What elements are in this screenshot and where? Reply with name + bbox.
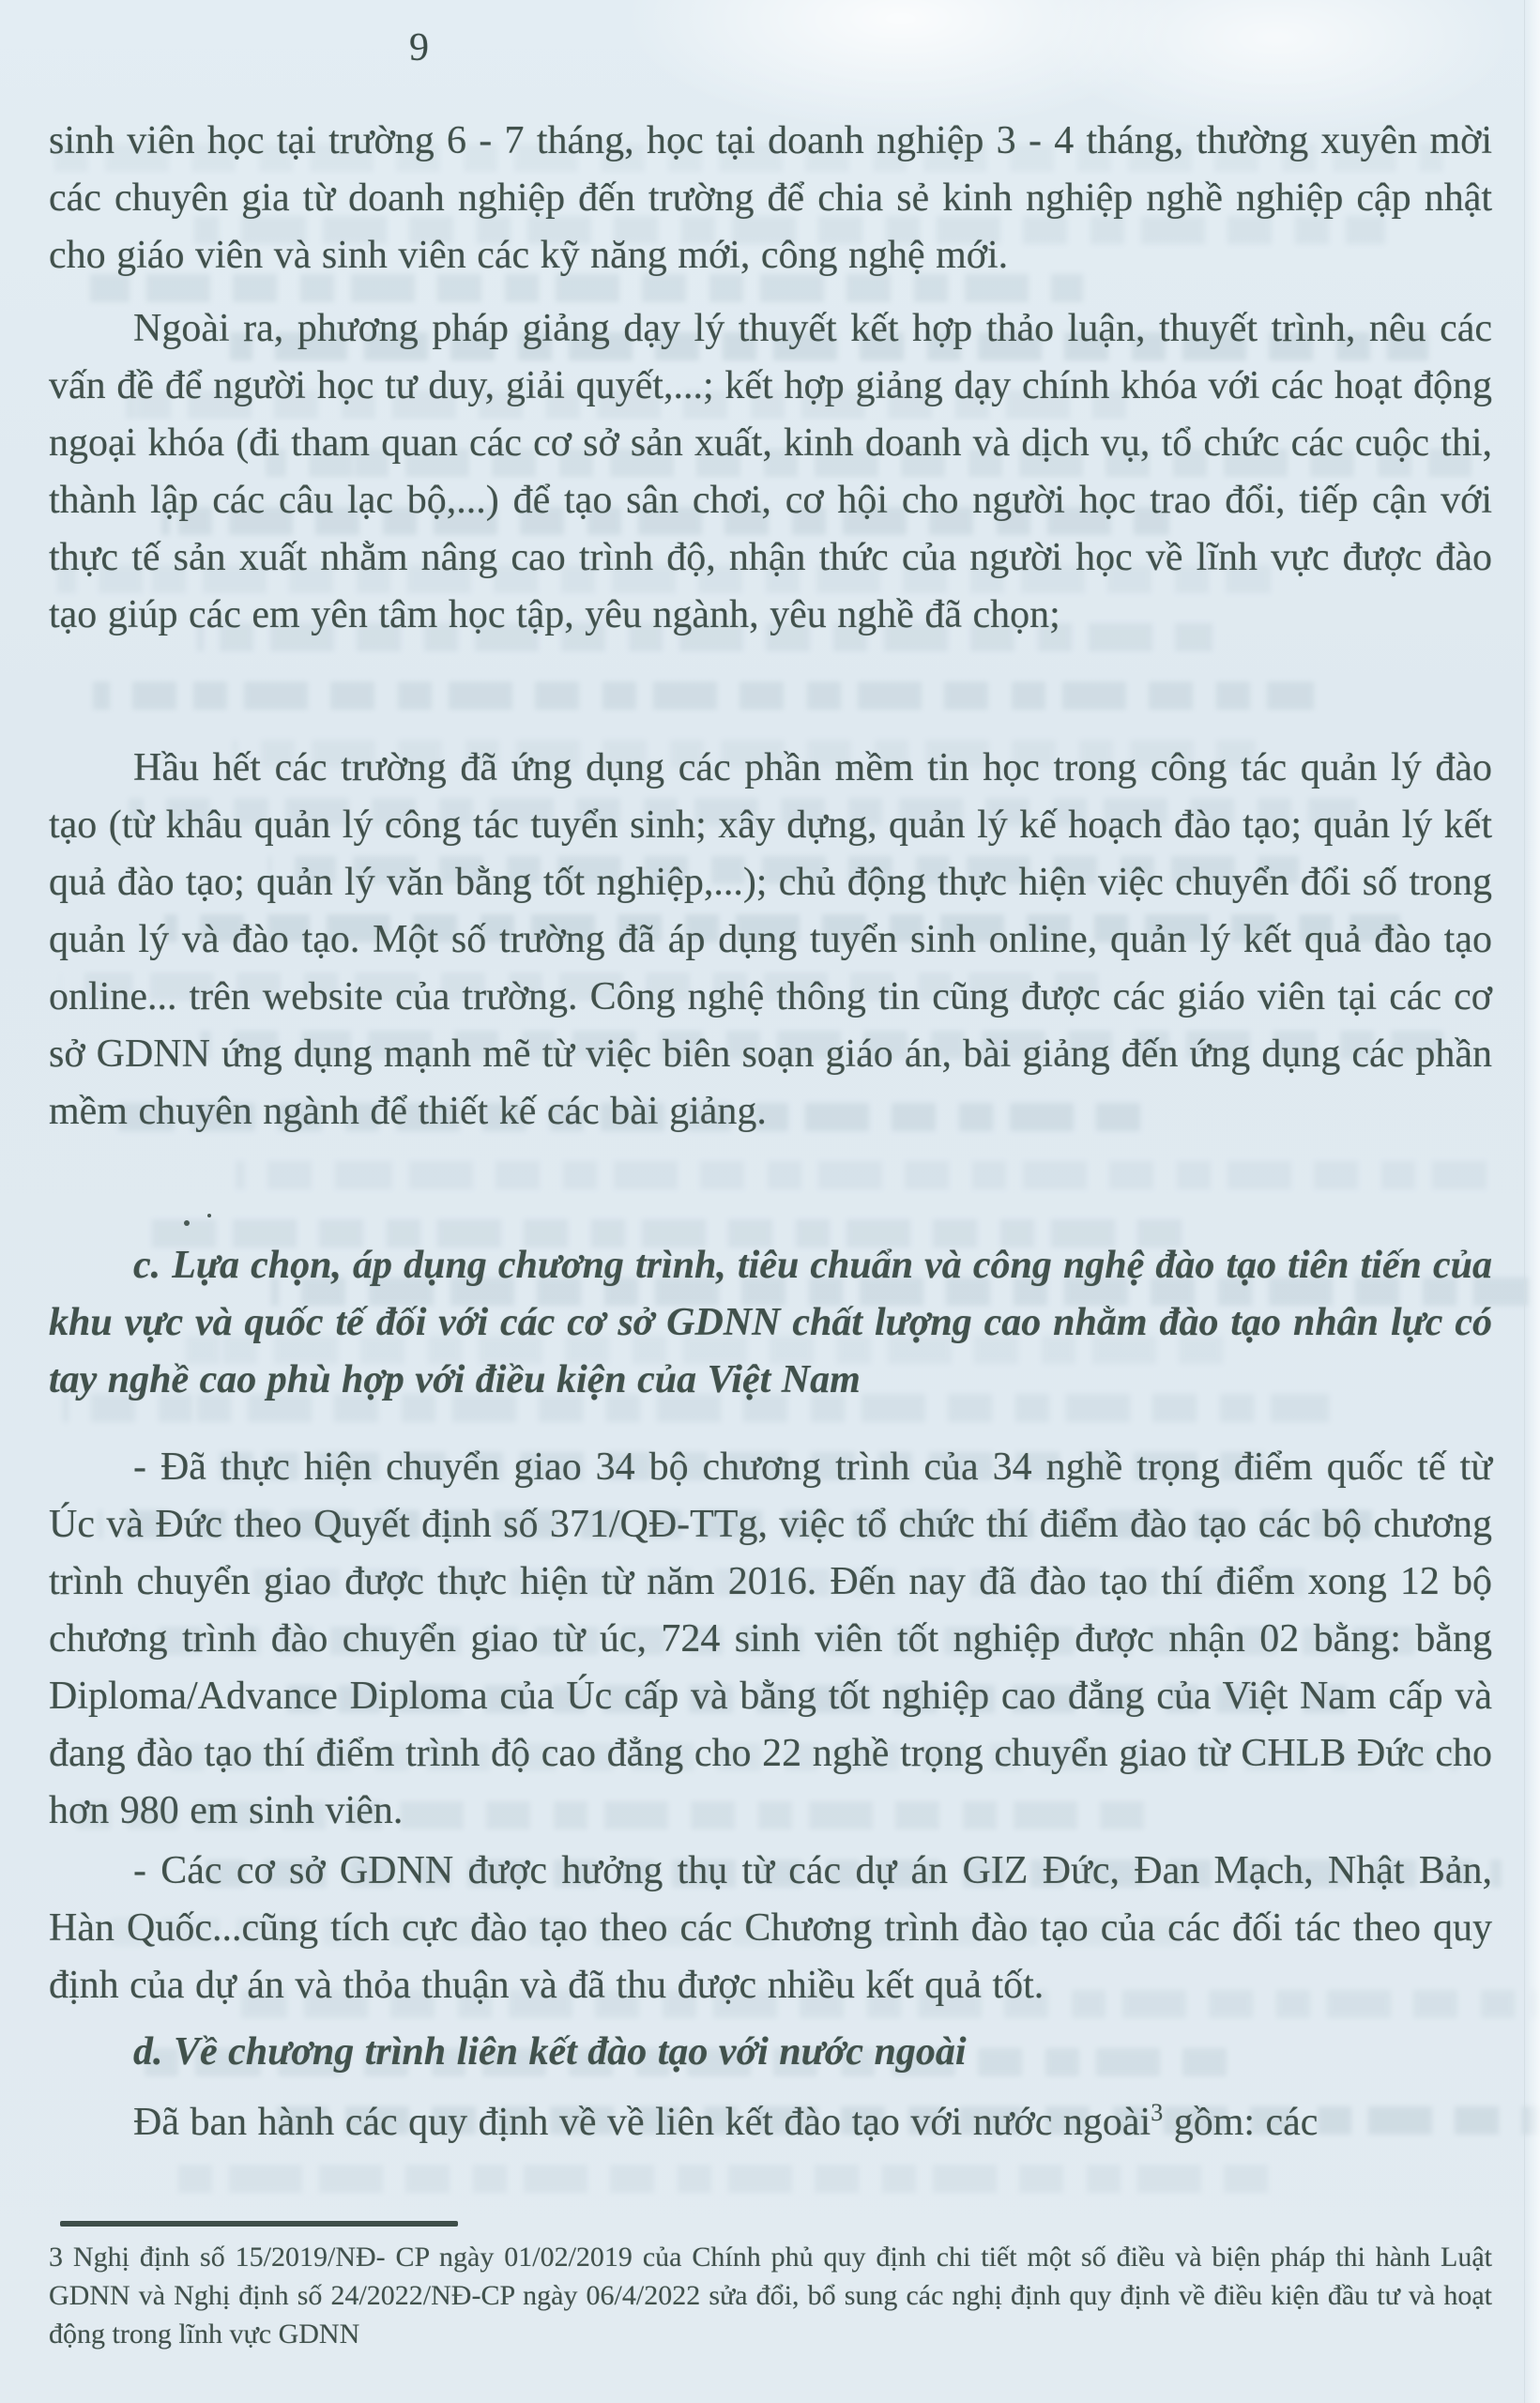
scan-speck	[184, 1220, 190, 1226]
paragraph-foreign-linkage-tail: gồm: các	[1163, 2101, 1319, 2144]
paragraph-foreign-linkage-text: Đã ban hành các quy định về về liên kết đào tạo với nước ngoài	[133, 2101, 1151, 2144]
bleed-through-band	[93, 681, 1314, 710]
paragraph-teaching-methods: Ngoài ra, phương pháp giảng dạy lý thuyết kết hợp thảo luận, thuyết trình, nêu các vấn đề để người học tư duy, giải quyết,...; kết hợp giảng dạy chính khóa với các hoạt động ngoại khóa (đi tham quan các cơ sở sản xuất, kinh doanh và dịch vụ, tổ chức các cuộc thi, thành lập các câu lạc bộ,...) để tạo sân chơi, cơ hội cho người học trao đổi, tiếp cận với thực tế sản xuất nhằm nâng cao trình độ, nhận thức của người học về lĩnh vực được đào tạo giúp các em yên tâm học tập, yêu ngành, yêu nghề đã chọn;	[49, 307, 1492, 636]
footnote-reference-3: 3	[1151, 2099, 1164, 2126]
section-heading-d: d. Về chương trình liên kết đào tạo với nước ngoài	[133, 2030, 967, 2074]
page-edge-shadow	[1524, 0, 1540, 2403]
footnote-divider	[60, 2221, 458, 2227]
bleed-through-band	[173, 2165, 1286, 2193]
footnote-text: 3 Nghị định số 15/2019/NĐ- CP ngày 01/02/2019 của Chính phủ quy định chi tiết một số điều và biện pháp thi hành Luật GDNN và Nghị định số 24/2022/NĐ-CP ngày 06/4/2022 sửa đổi, bổ sung các nghị định quy định về điều kiện đầu tư và hoạt động trong lĩnh vực GDNN	[49, 2242, 1492, 2349]
paragraph-foreign-projects: - Các cơ sở GDNN được hưởng thụ từ các dự án GIZ Đức, Đan Mạch, Nhật Bản, Hàn Quốc...cũng tích cực đào tạo theo các Chương trình đào tạo của các đối tác theo quy định của dự án và thỏa thuận và đã thu được nhiều kết quả tốt.	[49, 1849, 1492, 2007]
paragraph-program-transfer: - Đã thực hiện chuyển giao 34 bộ chương trình của 34 nghề trọng điểm quốc tế từ Úc và Đức theo Quyết định số 371/QĐ-TTg, việc tổ chức thí điểm đào tạo các bộ chương trình chuyển giao được thực hiện từ năm 2016. Đến nay đã đào tạo thí điểm xong 12 bộ chương trình đào chuyển giao từ úc, 724 sinh viên tốt nghiệp được nhận 02 bằng: bằng Diploma/Advance Diploma của Úc cấp và bằng tốt nghiệp cao đẳng của Việt Nam cấp và đang đào tạo thí điểm trình độ cao đẳng cho 22 nghề trọng chuyển giao từ CHLB Đức cho hơn 980 em sinh viên.	[49, 1446, 1492, 1832]
page-number: 9	[409, 26, 429, 69]
section-heading-c: c. Lựa chọn, áp dụng chương trình, tiêu chuẩn và công nghệ đào tạo tiên tiến của khu vực và quốc tế đối với các cơ sở GDNN chất lượng cao nhằm đào tạo nhân lực có tay nghề cao phù hợp với điều kiện của Việt Nam	[49, 1244, 1492, 1401]
paragraph-foreign-linkage	[49, 2094, 1492, 2151]
paragraph-continuation: sinh viên học tại trường 6 - 7 tháng, học tại doanh nghiệp 3 - 4 tháng, thường xuyên mời các chuyên gia từ doanh nghiệp đến trường để chia sẻ kinh nghiệp nghề nghiệp cập nhật cho giáo viên và sinh viên các kỹ năng mới, công nghệ mới.	[49, 119, 1492, 277]
bleed-through-band	[236, 1161, 1487, 1189]
paragraph-it-application: Hầu hết các trường đã ứng dụng các phần mềm tin học trong công tác quản lý đào tạo (từ khâu quản lý công tác tuyển sinh; xây dựng, quản lý kế hoạch đào tạo; quản lý kết quả đào tạo; quản lý văn bằng tốt nghiệp,...); chủ động thực hiện việc chuyển đổi số trong quản lý và đào tạo. Một số trường đã áp dụng tuyển sinh online, quản lý kết quả đào tạo online... trên website của trường. Công nghệ thông tin cũng được các giáo viên tại các cơ sở GDNN ứng dụng mạnh mẽ từ việc biên soạn giáo án, bài giảng đến ứng dụng các phần mềm chuyên ngành để thiết kế các bài giảng.	[49, 746, 1492, 1133]
